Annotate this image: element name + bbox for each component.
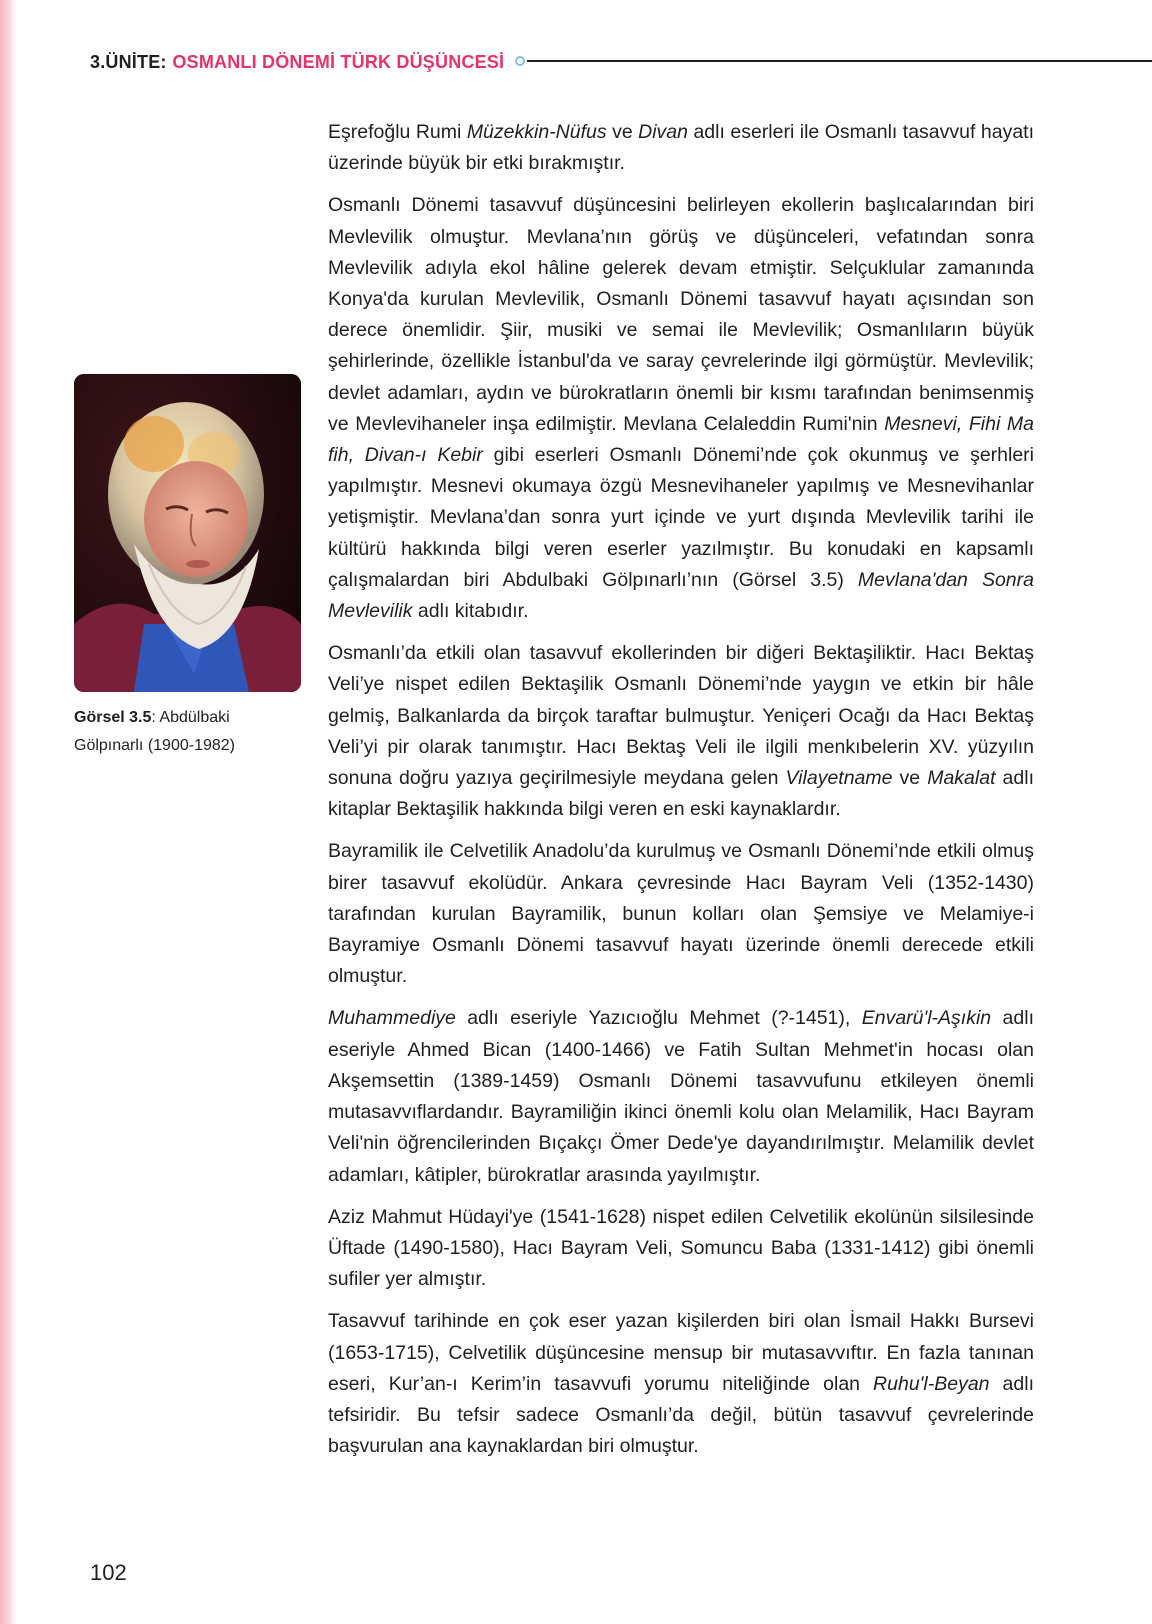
unit-title: OSMANLI DÖNEMİ TÜRK DÜŞÜNCESİ <box>172 51 505 72</box>
work-title: Envarü'l-Aşıkin <box>861 1007 992 1030</box>
caption-label: Görsel 3.5 <box>74 709 152 726</box>
text-run: adlı eseriyle Yazıcıoğlu Mehmet (?-1451), <box>455 1007 862 1030</box>
text-run: Tasavvuf tarihinde en çok eser yazan kişilerden biri olan İsmail Hakkı Bursevi (1653-1715), Celvetilik düşüncesine mensup bir mutasavvıftır. En fazla tanınan eseri, Kur’an-ı Kerim’in tasavvufi yorumu niteliğinde olan <box>328 1310 1034 1395</box>
figure-caption <box>74 704 314 760</box>
text-run: adlı kitaplar Bektaşilik hakkında bilgi veren en eski kaynaklardır. <box>328 767 1035 821</box>
paragraph-4 <box>328 836 1034 992</box>
portrait-photo <box>74 374 301 692</box>
work-title: Divan <box>638 121 688 143</box>
text-run: adlı eseriyle Ahmed Bican (1400-1466) ve Fatih Sultan Mehmet'in hocası olan Akşemsettin (1389-1459) Osmanlı Dönemi tasavvufunu etkileyen önemli mutasavvıflardandır. Bayramiliğin ikinci önemli kolu olan Melamilik, Hacı Bayram Veli'nin öğrencilerinden Bıçakçı Ömer Dede'ye dayandırılmıştır. Melamilik devlet adamları, kâtipler, bürokratlar arasında yayılmıştır. <box>328 1007 1034 1186</box>
text-run: adlı tefsiridir. Bu tefsir sadece Osmanlı’da değil, bütün tasavvuf çevrelerinde başvurulan ana kaynaklardan biri olmuştur. <box>328 1372 1034 1458</box>
unit-label: 3.ÜNİTE <box>90 51 161 72</box>
paragraph-7 <box>328 1306 1034 1462</box>
page-edge-strip <box>0 0 16 1624</box>
caption-text-line1: Abdülbaki <box>159 709 230 726</box>
work-title: Vilayetname <box>785 767 893 790</box>
caption-separator: : <box>151 709 160 726</box>
text-run: ve <box>606 121 639 143</box>
unit-header <box>90 50 504 74</box>
page-number: 102 <box>90 1560 127 1585</box>
work-title: Ruhu'l-Beyan <box>873 1372 990 1395</box>
unit-separator: : <box>160 51 167 72</box>
main-text-column <box>328 117 1034 1473</box>
paragraph-1 <box>328 117 1034 179</box>
text-run: gibi eserleri Osmanlı Dönemi’nde çok okunmuş ve şerhleri yapılmıştır. Mesnevi okumaya özgü Mesnevihaneler yapılmış ve Mesnevihanlar yetişmiştir. Mevlana’dan sonra yurt içinde ve yurt dışında Mevlevilik tarihi ile kültürü hakkında bilgi veren eserler yazılmıştır. Bu konudaki en kapsamlı çalışmalardan biri Abdulbaki Gölpınarlı’nın (Görsel 3.5) <box>328 444 1035 591</box>
paragraph-5 <box>328 1003 1034 1190</box>
work-title: Mevlana'dan Sonra Mevlevilik <box>328 568 1034 623</box>
work-title: Muhammediye <box>328 1007 456 1030</box>
text-run: Eşrefoğlu Rumi <box>328 121 467 143</box>
paragraph-2 <box>328 190 1034 627</box>
paragraph-3 <box>328 638 1034 825</box>
portrait-illustration <box>74 374 301 692</box>
text-run: Osmanlı’da etkili olan tasavvuf ekollerinden bir diğeri Bektaşiliktir. Hacı Bektaş Veli’ye nispet edilen Bektaşilik Osmanlı Dönemi’nde yaygın ve etkin bir hâle gelmiş, Balkanlarda da birçok taraftar bulmuştur. Yeniçeri Ocağı da Hacı Bektaş Veli’yi pir olarak tanımıştır. Hacı Bektaş Veli ile ilgili menkıbelerin XV. yüzyılın sonuna doğru yazıya geçirilmesiyle meydana gelen <box>328 642 1034 790</box>
work-title: Mesnevi, Fihi Ma fih, Divan-ı Kebir <box>328 412 1034 467</box>
paragraph-6 <box>328 1202 1034 1296</box>
caption-text-line2: Gölpınarlı (1900-1982) <box>74 737 235 754</box>
work-title: Müzekkin-Nüfus <box>466 121 607 143</box>
text-run: adlı kitabıdır. <box>412 600 529 623</box>
text-run: Osmanlı Dönemi tasavvuf düşüncesini belirleyen ekollerin başlıcalarından biri Mevlevilik olmuştur. Mevlana’nın görüş ve düşünceleri, vefatından sonra Mevlevilik adıyla ekol hâline gelerek devam etmiştir. Selçuklular zamanında Konya'da kurulan Mevlevilik, Osmanlı Dönemi tasavvuf hayatı açısından son derece önemlidir. Şiir, musiki ve semai ile Mevlevilik; Osmanlıların büyük şehirlerinde, özellikle İstanbul'da ve saray çevrelerinde ilgi görmüştür. Mevlevilik; devlet adamları, aydın ve bürokratların önemli bir kısmı tarafından benimsenmiş ve Mevlevihaneler inşa edilmiştir. Mevlana Celaleddin Rumi'nin <box>328 194 1034 435</box>
text-run: adlı eserleri ile Osmanlı tasavvuf hayatı üzerinde büyük bir etki bırakmıştır. <box>328 121 1034 175</box>
work-title: Makalat <box>927 767 996 790</box>
header-rule <box>527 60 1152 62</box>
text-run: ve <box>892 767 928 790</box>
header-circle-icon <box>515 56 525 66</box>
text-run: Aziz Mahmut Hüdayi'ye (1541-1628) nispet edilen Celvetilik ekolünün silsilesinde Üftade (1490-1580), Hacı Bayram Veli, Somuncu Baba (1331-1412) gibi önemli sufiler yer almıştır. <box>328 1205 1034 1291</box>
text-run: Bayramilik ile Celvetilik Anadolu’da kurulmuş ve Osmanlı Dönemi’nde etkili olmuş birer tasavvuf ekolüdür. Ankara çevresinde Hacı Bayram Veli (1352-1430) tarafından kurulan Bayramilik, bunun kolları olan Şemsiye ve Melamiye-i Bayramiye Osmanlı Dönemi tasavvuf hayatı üzerinde önemli derecede etkili olmuştur. <box>328 840 1034 988</box>
